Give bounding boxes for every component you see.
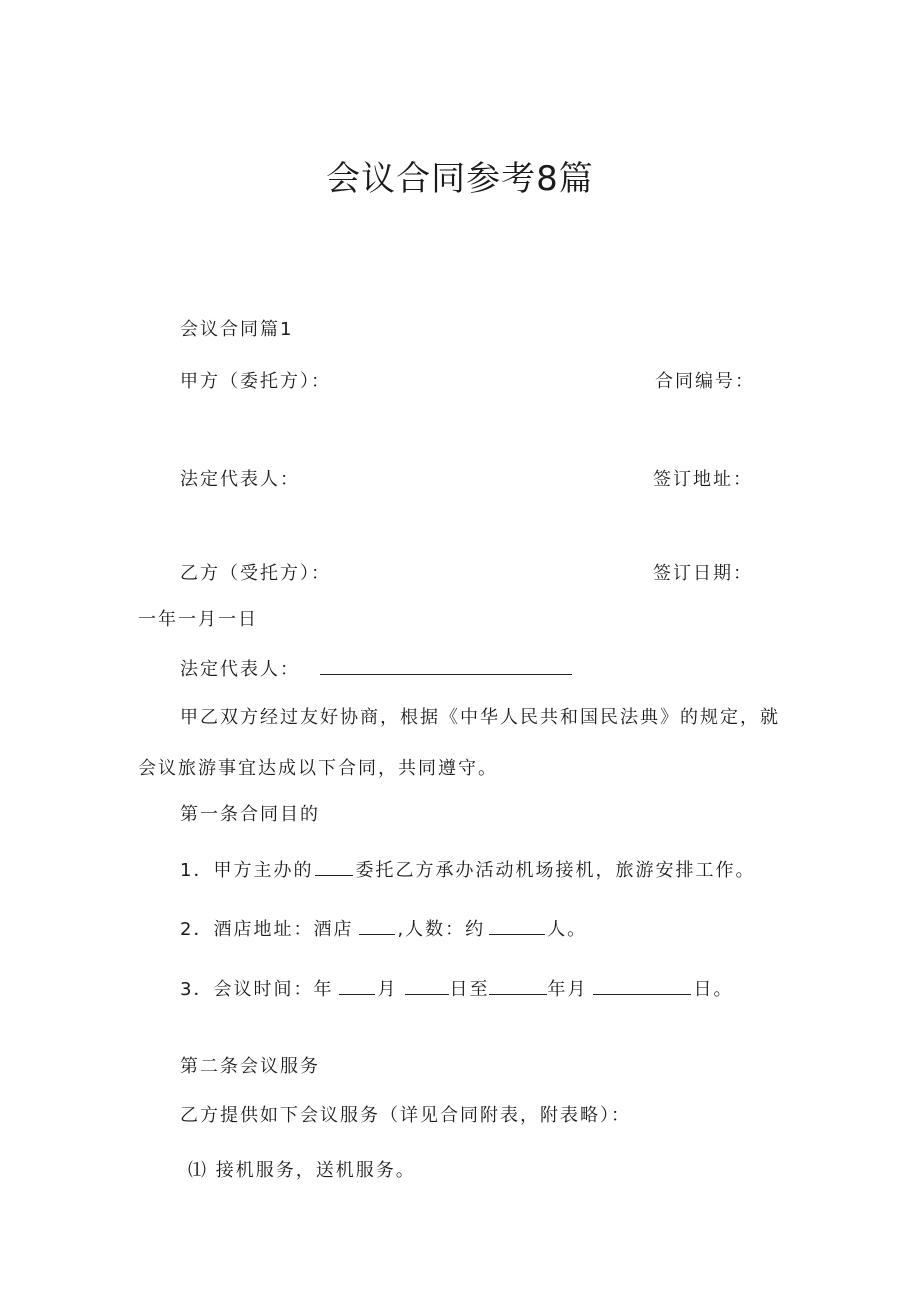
intro-paragraph-line: 会议旅游事宜达成以下合同，共同遵守。	[138, 758, 498, 779]
fill-blank	[405, 976, 449, 995]
clause-item	[180, 976, 733, 1004]
party-a-label: 甲方（委托方）：	[180, 371, 331, 392]
sign-date-value: 一年一月一日	[138, 609, 258, 630]
section-heading: 会议合同篇1	[180, 319, 294, 340]
clause-text: 日。	[693, 979, 734, 1000]
document-title: 会议合同参考8篇	[326, 159, 594, 199]
clause-text: 3．会议时间：年	[180, 979, 334, 1000]
fill-blank	[489, 976, 547, 995]
clause-text: ,人数：约	[397, 919, 486, 940]
clause-item	[180, 916, 587, 944]
contract-no-label: 合同编号：	[655, 371, 755, 392]
clause-item	[180, 857, 755, 885]
clause-text: 人。	[547, 919, 588, 940]
party-b-label: 乙方（受托方）：	[180, 563, 331, 584]
intro-paragraph-line: 甲乙双方经过友好协商，根据《中华人民共和国民法典》的规定，就	[180, 707, 780, 728]
fill-blank	[489, 916, 545, 935]
clause-text: 2．酒店地址：酒店	[180, 919, 354, 940]
clause-text: 月	[377, 979, 398, 1000]
legal-rep-label: 法定代表人：	[180, 659, 300, 680]
clause-item: ⑴ 接机服务，送机服务。	[188, 1160, 416, 1181]
article-intro: 乙方提供如下会议服务（详见合同附表，附表略）：	[180, 1105, 631, 1126]
fill-blank	[593, 976, 691, 995]
fill-blank	[339, 976, 375, 995]
fill-blank	[315, 857, 353, 876]
sign-date-label: 签订日期：	[653, 563, 753, 584]
sign-place-label: 签订地址：	[653, 469, 753, 490]
legal-rep-line	[180, 656, 572, 684]
clause-text: 1．甲方主办的	[180, 860, 314, 881]
fill-blank	[320, 656, 572, 675]
fill-blank	[359, 916, 395, 935]
legal-rep-label: 法定代表人：	[180, 469, 300, 490]
article-heading: 第二条会议服务	[180, 1056, 320, 1077]
clause-text: 委托乙方承办活动机场接机，旅游安排工作。	[355, 860, 756, 881]
article-heading: 第一条合同目的	[180, 804, 320, 825]
clause-text: 年月	[547, 979, 588, 1000]
clause-text: 日至	[449, 979, 490, 1000]
